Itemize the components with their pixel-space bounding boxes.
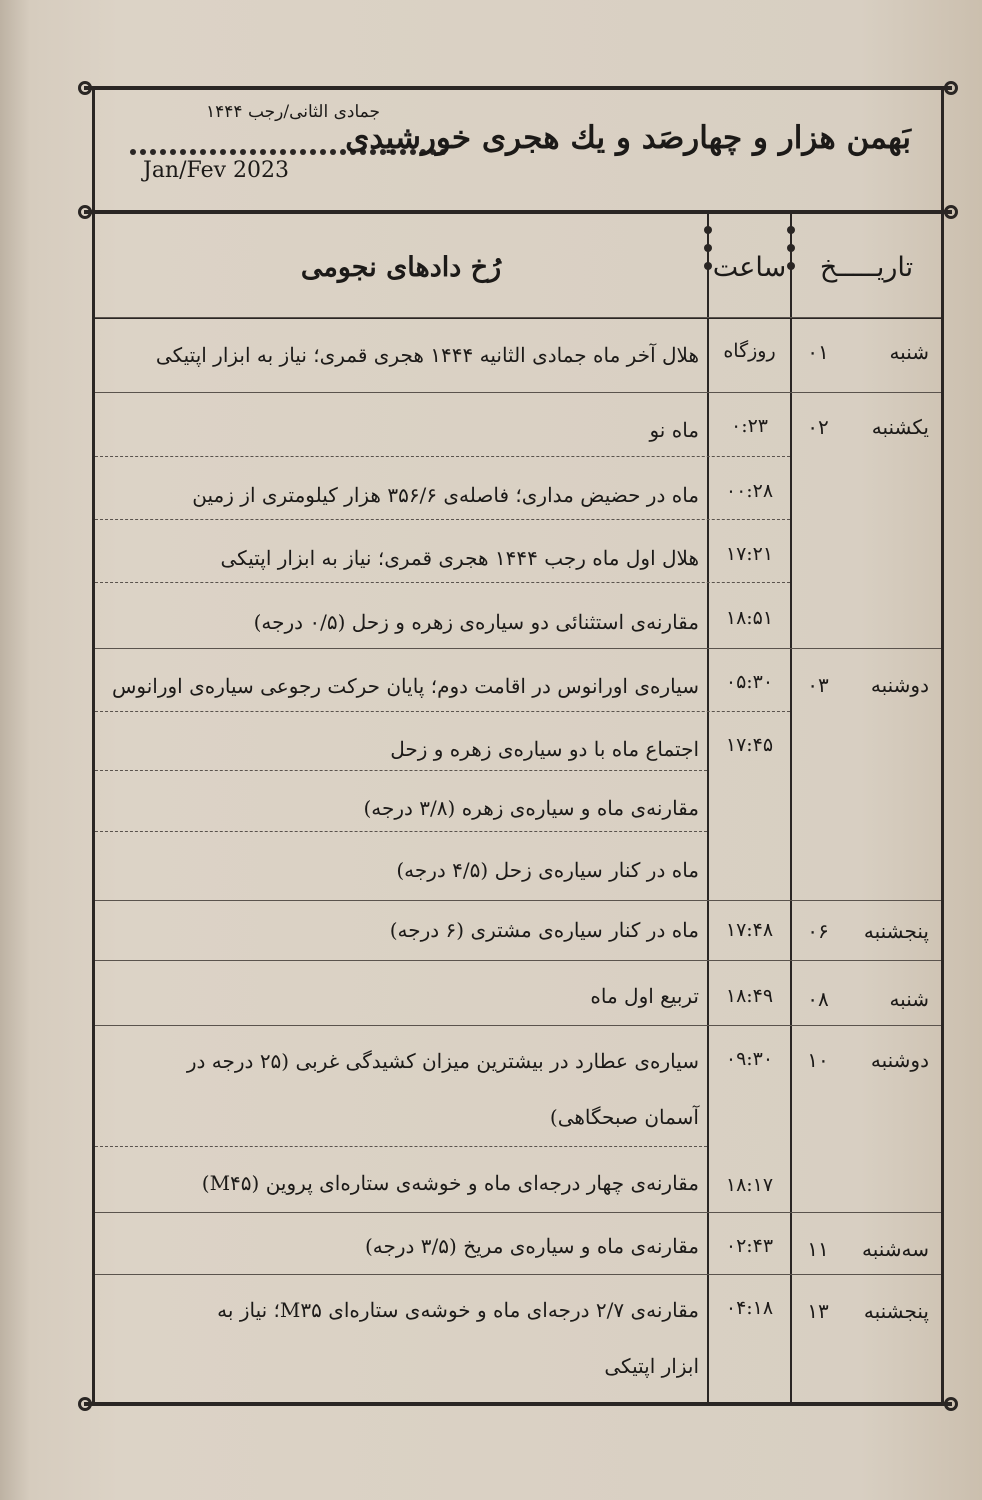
event-time: ۱۷:۴۸	[725, 919, 774, 941]
event-time: ۰۰:۲۸	[725, 480, 774, 502]
table-row	[95, 1212, 941, 1274]
day-name: سه‌شنبه	[861, 1237, 929, 1261]
event-text: ماه نو	[649, 418, 699, 442]
day-number: ۰۸	[807, 987, 829, 1011]
gregorian-month: Jan/Fev 2023	[143, 158, 290, 183]
table-row	[95, 392, 941, 648]
event-time: ۱۸:۵۱	[725, 607, 774, 629]
row-separator	[95, 582, 790, 583]
divider-bead	[704, 226, 712, 234]
event-text-continued: ابزار اپتیکی	[604, 1354, 699, 1378]
event-time: ۱۷:۴۵	[725, 734, 774, 756]
event-text: تربیع اول ماه	[590, 984, 699, 1008]
event-text: مقارنه‌ی ۲/۷ درجه‌ای ماه و خوشه‌ی ستاره‌ای M۳۵؛ نیاز به	[217, 1298, 699, 1322]
column-header-events: رُخ دادهای نجومی	[300, 252, 502, 283]
column-header-time: ساعت	[712, 252, 787, 283]
day-number: ۰۶	[807, 919, 829, 943]
day-number: ۰۱	[807, 340, 829, 364]
day-number: ۰۳	[807, 673, 829, 697]
event-text: سیاره‌ی اورانوس در اقامت دوم؛ پایان حرکت رجوعی سیاره‌ی اورانوس	[111, 674, 699, 698]
event-text: مقارنه‌ی استثنائی دو سیاره‌ی زهره و زحل (۰/۵ درجه)	[253, 610, 699, 634]
event-text: ماه در حضیض مداری؛ فاصله‌ی ۳۵۶/۶ هزار کیلومتری از زمین	[192, 483, 699, 507]
event-text: اجتماع ماه با دو سیاره‌ی زهره و زحل	[390, 737, 699, 761]
hijri-month: جمادی الثانی/رجب ۱۴۴۴	[206, 102, 380, 122]
day-name: پنجشنبه	[863, 919, 929, 943]
row-separator	[95, 456, 790, 457]
divider-bead	[787, 244, 795, 252]
event-time: ۰:۲۳	[730, 415, 769, 437]
column-header-date: تاریـــــخ	[819, 252, 914, 283]
table-header	[95, 214, 941, 319]
divider-bead	[704, 244, 712, 252]
day-number: ۰۲	[807, 415, 829, 439]
event-time: ۰۵:۳۰	[725, 671, 774, 693]
day-name: یکشنبه	[871, 415, 929, 439]
event-text-continued: آسمان صبحگاهی)	[549, 1105, 699, 1129]
table-row	[95, 317, 941, 392]
divider-bead	[704, 262, 712, 270]
table-row	[95, 1274, 941, 1402]
day-number: ۱۳	[807, 1299, 829, 1323]
event-text: مقارنه‌ی ماه و سیاره‌ی زهره (۳/۸ درجه)	[363, 796, 699, 820]
day-name: دوشنبه	[870, 673, 929, 697]
event-text: هلال آخر ماه جمادی الثانیه ۱۴۴۴ هجری قمری؛ نیاز به ابزار اپتیکی	[155, 343, 699, 367]
event-time: روزگاه	[723, 340, 776, 362]
page-title: بَهمن هزار و چهارصَد و یك هجری خورشیدی	[345, 120, 911, 156]
event-text: ماه در کنار سیاره‌ی مشتری (۶ درجه)	[389, 918, 699, 942]
event-time: ۰۴:۱۸	[725, 1297, 774, 1319]
day-name: شنبه	[889, 340, 929, 364]
row-separator	[95, 711, 790, 712]
table-row	[95, 648, 941, 900]
table-row	[95, 900, 941, 960]
table-row	[95, 960, 941, 1025]
bottom-ornamental-rule	[84, 1402, 952, 1406]
row-separator	[95, 770, 707, 771]
day-number: ۱۱	[807, 1237, 829, 1261]
event-text: هلال اول ماه رجب ۱۴۴۴ هجری قمری؛ نیاز به ابزار اپتیکی	[220, 546, 699, 570]
event-text: مقارنه‌ی چهار درجه‌ای ماه و خوشه‌ی ستاره‌ای پروین (M۴۵)	[201, 1171, 699, 1195]
page-header	[95, 90, 941, 210]
event-time: ۱۸:۴۹	[725, 985, 774, 1007]
event-time: ۰۲:۴۳	[725, 1235, 774, 1257]
event-text: مقارنه‌ی ماه و سیاره‌ی مریخ (۳/۵ درجه)	[364, 1234, 699, 1258]
day-name: پنجشنبه	[863, 1299, 929, 1323]
events-table	[95, 214, 941, 1402]
row-separator	[95, 1146, 707, 1147]
event-time: ۰۹:۳۰	[725, 1048, 774, 1070]
row-separator	[95, 831, 707, 832]
divider-bead	[787, 262, 795, 270]
event-time: ۱۷:۲۱	[725, 543, 774, 565]
divider-bead	[787, 226, 795, 234]
day-name: دوشنبه	[870, 1048, 929, 1072]
day-name: شنبه	[889, 987, 929, 1011]
day-number: ۱۰	[807, 1048, 829, 1072]
event-time: ۱۸:۱۷	[725, 1174, 774, 1196]
event-text: ماه در کنار سیاره‌ی زحل (۴/۵ درجه)	[396, 858, 699, 882]
event-text: سیاره‌ی عطارد در بیشترین میزان کشیدگی غربی (۲۵ درجه در	[186, 1049, 699, 1073]
row-separator	[95, 519, 790, 520]
table-row	[95, 1025, 941, 1212]
